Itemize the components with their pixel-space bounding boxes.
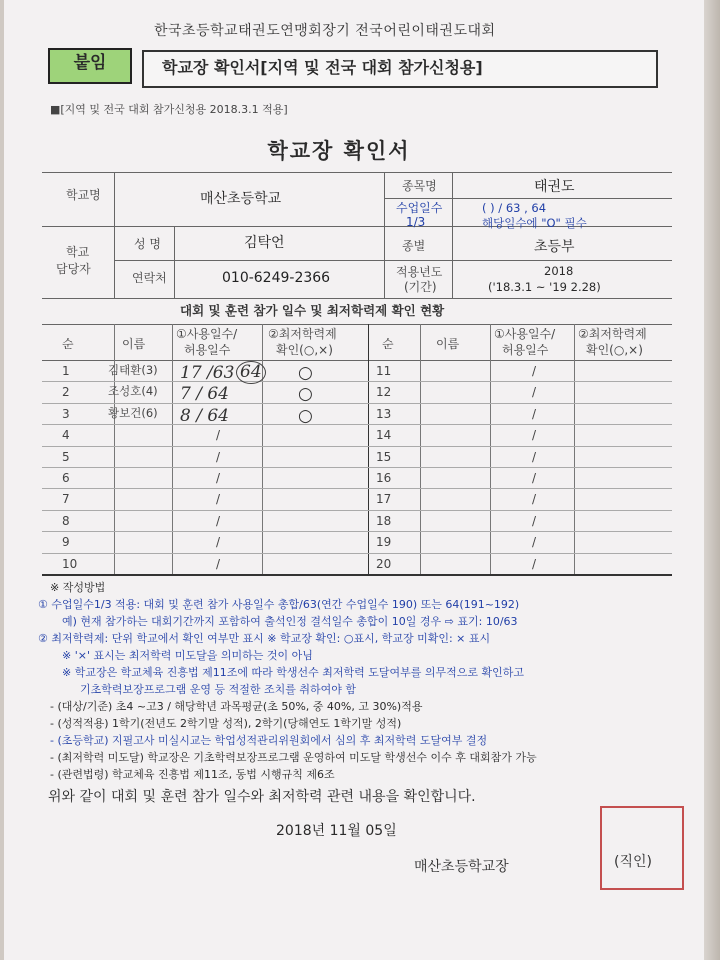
days-used: /	[532, 364, 537, 378]
table-row-line	[42, 510, 672, 511]
min-check: ○	[298, 405, 313, 426]
col-days-right: ①사용일수/	[494, 327, 556, 341]
days-used: /	[216, 449, 221, 464]
row-number: 6	[62, 471, 70, 485]
min-check: ○	[298, 363, 313, 383]
note-3: ※ '×' 표시는 최저학력 미도달을 의미하는 것이 아님	[62, 649, 313, 662]
athlete-name: 김태환(3)	[108, 363, 158, 377]
year-range: ('18.3.1 ~ '19 2.28)	[488, 280, 601, 294]
days-used: /	[216, 535, 221, 550]
teacher-label-2: 담당자	[56, 262, 91, 276]
days-used: /	[532, 513, 537, 528]
note-4b: 기초학력보장프로그램 운영 등 적절한 조치를 취하여야 함	[80, 683, 357, 696]
days-used: /	[532, 449, 537, 464]
row-number: 15	[376, 449, 392, 464]
days-used: 17 /63	[180, 363, 235, 383]
note-2: ② 최저학력제: 단위 학교에서 확인 여부만 표시 ※ 학교장 확인: ○표시, 학교장 미확인: × 표시	[38, 632, 491, 645]
note-8: - (최저학력 미도달) 학교장은 기초학력보장프로그램 운영하여 미도달 학생선수 이수 후 대회참가 가능	[50, 751, 537, 764]
table-vline	[420, 324, 421, 574]
table-vline	[262, 324, 263, 574]
row-number: 7	[62, 492, 70, 507]
days-used: 8 / 64	[180, 405, 229, 426]
col-min-right: ②최저학력제	[578, 327, 647, 341]
event-label: 종목명	[402, 179, 437, 193]
document-page	[4, 0, 704, 960]
teacher-label: 학교	[66, 245, 90, 259]
name-value: 김탁언	[244, 235, 285, 251]
contact-value: 010-6249-2366	[222, 270, 331, 286]
col-min-left: ②최저학력제	[268, 327, 337, 341]
days-used: /	[532, 428, 537, 443]
col-name-left: 이름	[122, 337, 146, 351]
reference-note: ■[지역 및 전국 대회 참가신청용 2018.3.1 적용]	[50, 103, 288, 116]
row-number: 14	[376, 428, 392, 443]
row-number: 20	[376, 556, 392, 571]
col-no-left: 순	[62, 337, 74, 351]
attachment-label: 붙임	[73, 53, 107, 73]
row-number: 4	[62, 428, 70, 443]
circled-days: 64	[236, 361, 266, 384]
seal-label: (직인)	[614, 854, 652, 870]
info-line	[384, 198, 672, 199]
note-7: - (초등학교) 지필고사 미실시교는 학업성적관리위원회에서 심의 후 최저학력 도달여부 결정	[50, 734, 488, 747]
col-days-left-2: 허용일수	[184, 343, 231, 357]
doc-title: 학교장 확인서[지역 및 전국 대회 참가신청용]	[162, 58, 483, 77]
note-1b: 예) 현재 참가하는 대회기간까지 포함하여 출석인정 결석일수 총합이 10일 경우 ⇨ 표기: 10/63	[62, 615, 518, 628]
days-used: /	[216, 513, 221, 528]
row-number: 17	[376, 492, 392, 507]
issue-date: 2018년 11월 05일	[276, 823, 397, 839]
days-used: 7 / 64	[180, 384, 229, 405]
days-used: /	[216, 492, 221, 507]
table-row-line	[42, 488, 672, 489]
year-value: 2018	[544, 264, 574, 278]
table-row-line	[42, 403, 672, 404]
row-number: 3	[62, 406, 70, 421]
col-min-right-2: 확인(○,×)	[586, 343, 643, 357]
days-used: /	[532, 556, 537, 571]
table-vline	[114, 324, 115, 574]
table-caption: 대회 및 훈련 참가 일수 및 최저학력제 확인 현황	[180, 303, 445, 318]
year-label-2: (기간)	[404, 280, 437, 294]
row-number: 18	[376, 513, 392, 528]
row-number: 10	[62, 556, 78, 571]
col-no-right: 순	[382, 337, 394, 351]
table-top-line	[42, 324, 672, 325]
table-vline	[574, 324, 575, 574]
main-title: 학교장 확인서	[267, 139, 411, 163]
athlete-name: 황보건(6)	[108, 405, 158, 420]
signer-name: 매산초등학교장	[414, 859, 509, 875]
min-check: ○	[298, 384, 313, 405]
note-6: - (성적적용) 1학기(전년도 2학기말 성적), 2학기(당해연도 1학기말 성적)	[50, 717, 402, 730]
row-number: 12	[376, 385, 392, 400]
table-vline	[172, 324, 173, 574]
days-label: 수업일수	[396, 201, 443, 215]
year-label: 적용년도	[396, 265, 443, 279]
category-label: 종별	[402, 239, 426, 253]
days-used: /	[216, 556, 221, 571]
days-used: /	[532, 471, 537, 485]
table-row-line	[42, 467, 672, 468]
table-vline	[368, 324, 369, 574]
info-vline	[114, 172, 115, 298]
event-value: 태권도	[534, 179, 575, 195]
info-vline	[384, 172, 385, 298]
info-vline	[174, 226, 175, 298]
category-value: 초등부	[534, 239, 575, 255]
name-label: 성 명	[134, 237, 161, 251]
school-value: 매산초등학교	[200, 191, 282, 207]
days-used: /	[532, 385, 537, 400]
days-value: ( ) / 63 , 64	[482, 201, 547, 215]
contact-label: 연락처	[132, 271, 167, 285]
table-row-line	[42, 446, 672, 447]
table-row-line	[42, 381, 672, 382]
days-used: /	[532, 406, 537, 421]
table-header-line	[42, 360, 672, 361]
info-top-line	[42, 172, 672, 173]
days-used: /	[216, 471, 221, 485]
col-name-right: 이름	[436, 337, 460, 351]
row-number: 1	[62, 364, 70, 378]
days-used: /	[532, 535, 537, 550]
table-row-line	[42, 553, 672, 554]
notes-heading: ※ 작성방법	[50, 581, 106, 594]
row-number: 19	[376, 535, 392, 550]
row-number: 2	[62, 385, 70, 400]
official-seal-stamp	[600, 806, 684, 890]
confirmation-statement: 위와 같이 대회 및 훈련 참가 일수와 최저학력 관련 내용을 확인합니다.	[48, 789, 476, 805]
note-4a: ※ 학교장은 학교체육 진흥법 제11조에 따라 학생선수 최저학력 도달여부를 의무적으로 확인하고	[62, 666, 524, 679]
days-used: /	[216, 428, 221, 443]
row-number: 8	[62, 513, 70, 528]
table-row-line	[42, 531, 672, 532]
col-days-right-2: 허용일수	[502, 343, 549, 357]
info-vline	[452, 172, 453, 298]
info-line	[114, 260, 672, 261]
note-5: - (대상/기준) 초4 ~고3 / 해당학년 과목평균(초 50%, 중 40%, 고 30%)적용	[50, 700, 423, 713]
table-vline	[490, 324, 491, 574]
table-row-line	[42, 424, 672, 425]
note-9: - (관련법령) 학교체육 진흥법 제11조, 동법 시행규칙 제6조	[50, 768, 335, 781]
days-used: /	[532, 492, 537, 507]
school-label: 학교명	[66, 188, 101, 202]
row-number: 16	[376, 471, 392, 485]
row-number: 5	[62, 449, 70, 464]
days-label-2: 1/3	[406, 215, 426, 229]
col-min-left-2: 확인(○,×)	[276, 343, 333, 357]
col-days-left: ①사용일수/	[176, 327, 238, 341]
row-number: 13	[376, 406, 392, 421]
athlete-name: 조성호(4)	[108, 384, 158, 399]
row-number: 11	[376, 364, 392, 378]
org-title: 한국초등학교태권도연맹회장기 전국어린이태권도대회	[154, 23, 496, 39]
note-1a: ① 수업일수1/3 적용: 대회 및 훈련 참가 사용일수 총합/63(연간 수업일수 190) 또는 64(191~192)	[38, 598, 520, 611]
table-bottom-line	[42, 574, 672, 576]
row-number: 9	[62, 535, 70, 550]
days-note: 해당일수에 "O" 필수	[482, 216, 587, 230]
info-bottom-line	[42, 298, 672, 299]
